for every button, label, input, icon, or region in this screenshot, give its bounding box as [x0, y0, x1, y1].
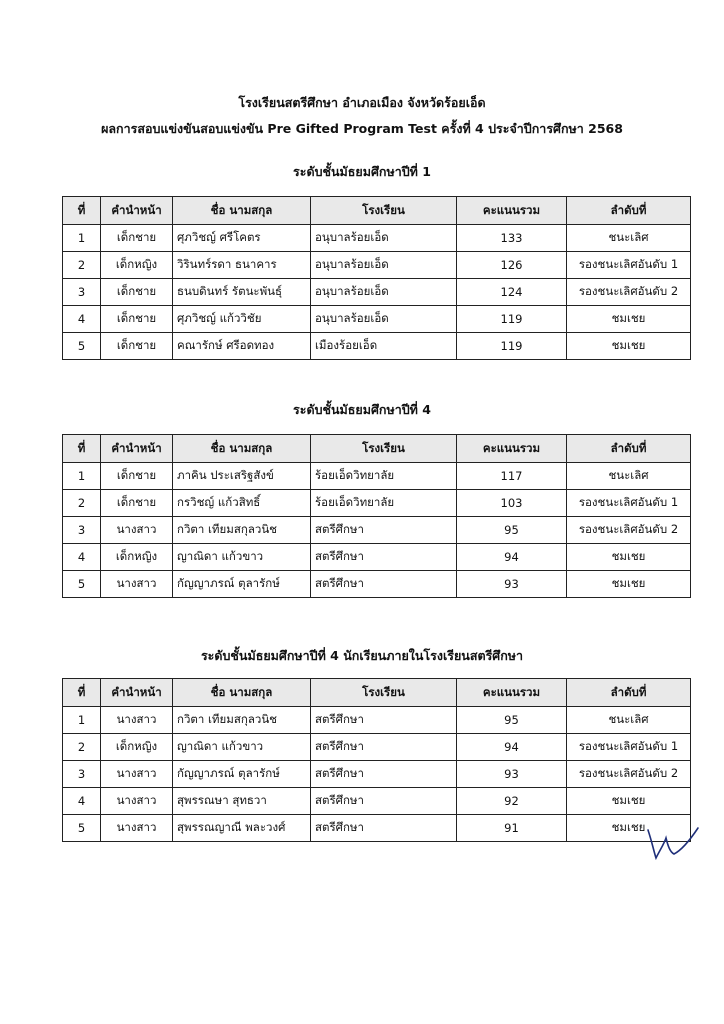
- cell-name: วิรินทร์รดา ธนาคาร: [173, 252, 311, 279]
- cell-placement: รองชนะเลิศอันดับ 2: [567, 517, 691, 544]
- cell-rank: 3: [63, 517, 101, 544]
- cell-placement: ชมเชย: [567, 333, 691, 360]
- table-row: [63, 815, 691, 842]
- column-header-prefix: คำนำหน้า: [101, 679, 173, 707]
- cell-rank: 2: [63, 734, 101, 761]
- cell-rank: 1: [63, 463, 101, 490]
- cell-rank: 3: [63, 279, 101, 306]
- cell-placement: รองชนะเลิศอันดับ 2: [567, 279, 691, 306]
- cell-name: กรวิชญ์ แก้วสิทธิ์: [173, 490, 311, 517]
- table-row: [63, 571, 691, 598]
- table-row: [63, 306, 691, 333]
- cell-school: สตรีศึกษา: [311, 761, 457, 788]
- cell-prefix: เด็กชาย: [101, 279, 173, 306]
- cell-school: สตรีศึกษา: [311, 517, 457, 544]
- column-header-name: ชื่อ นามสกุล: [173, 197, 311, 225]
- cell-name: สุพรรณษา สุทธวา: [173, 788, 311, 815]
- column-header-name: ชื่อ นามสกุล: [173, 679, 311, 707]
- cell-school: สตรีศึกษา: [311, 544, 457, 571]
- cell-school: อนุบาลร้อยเอ็ด: [311, 279, 457, 306]
- cell-school: อนุบาลร้อยเอ็ด: [311, 225, 457, 252]
- cell-rank: 1: [63, 707, 101, 734]
- cell-rank: 1: [63, 225, 101, 252]
- cell-score: 117: [457, 463, 567, 490]
- cell-prefix: เด็กชาย: [101, 333, 173, 360]
- table-row: [63, 761, 691, 788]
- column-header-name: ชื่อ นามสกุล: [173, 435, 311, 463]
- cell-school: ร้อยเอ็ดวิทยาลัย: [311, 490, 457, 517]
- cell-school: สตรีศึกษา: [311, 571, 457, 598]
- cell-placement: ชนะเลิศ: [567, 707, 691, 734]
- cell-prefix: เด็กชาย: [101, 490, 173, 517]
- column-header-prefix: คำนำหน้า: [101, 197, 173, 225]
- cell-score: 92: [457, 788, 567, 815]
- table-row: [63, 225, 691, 252]
- table-row: [63, 279, 691, 306]
- column-header-score: คะแนนรวม: [457, 679, 567, 707]
- cell-name: กัญญาภรณ์ ตุลารักษ์: [173, 571, 311, 598]
- cell-prefix: นางสาว: [101, 571, 173, 598]
- cell-prefix: นางสาว: [101, 707, 173, 734]
- results-table: [62, 196, 691, 360]
- cell-school: อนุบาลร้อยเอ็ด: [311, 306, 457, 333]
- cell-prefix: นางสาว: [101, 517, 173, 544]
- cell-placement: ชมเชย: [567, 788, 691, 815]
- cell-score: 119: [457, 306, 567, 333]
- cell-name: คณารักษ์ ศรีอดทอง: [173, 333, 311, 360]
- cell-placement: ชมเชย: [567, 306, 691, 333]
- cell-name: ศุภวิชญ์ ศรีโคตร: [173, 225, 311, 252]
- cell-school: สตรีศึกษา: [311, 734, 457, 761]
- column-header-score: คะแนนรวม: [457, 435, 567, 463]
- cell-score: 124: [457, 279, 567, 306]
- column-header-school: โรงเรียน: [311, 679, 457, 707]
- column-header-school: โรงเรียน: [311, 435, 457, 463]
- column-header-placement: ลำดับที่: [567, 679, 691, 707]
- table-row: [63, 734, 691, 761]
- cell-score: 103: [457, 490, 567, 517]
- column-header-school: โรงเรียน: [311, 197, 457, 225]
- cell-placement: ชมเชย: [567, 571, 691, 598]
- cell-score: 126: [457, 252, 567, 279]
- results-table: [62, 434, 691, 598]
- cell-prefix: เด็กชาย: [101, 225, 173, 252]
- cell-rank: 2: [63, 490, 101, 517]
- column-header-score: คะแนนรวม: [457, 197, 567, 225]
- cell-rank: 5: [63, 815, 101, 842]
- section-title: ระดับชั้นมัธยมศึกษาปีที่ 4: [293, 402, 431, 417]
- table-row: [63, 544, 691, 571]
- cell-rank: 4: [63, 788, 101, 815]
- cell-placement: รองชนะเลิศอันดับ 1: [567, 490, 691, 517]
- column-header-rank: ที่: [63, 197, 101, 225]
- table-row: [63, 463, 691, 490]
- table-header-row: [63, 435, 691, 463]
- cell-name: สุพรรณญาณี พละวงศ์: [173, 815, 311, 842]
- table-row: [63, 333, 691, 360]
- table-row: [63, 490, 691, 517]
- cell-prefix: นางสาว: [101, 788, 173, 815]
- school-title: โรงเรียนสตรีศึกษา อำเภอเมือง จังหวัดร้อยเอ็ด: [238, 95, 486, 110]
- cell-name: ภาคิน ประเสริฐสังข์: [173, 463, 311, 490]
- cell-prefix: เด็กชาย: [101, 463, 173, 490]
- cell-rank: 4: [63, 306, 101, 333]
- cell-name: ญาณิดา แก้วขาว: [173, 734, 311, 761]
- cell-prefix: เด็กหญิง: [101, 544, 173, 571]
- cell-name: กวิตา เทียมสกุลวนิช: [173, 517, 311, 544]
- cell-name: ธนบดินทร์ รัตนะพันธุ์: [173, 279, 311, 306]
- cell-score: 93: [457, 571, 567, 598]
- table-row: [63, 707, 691, 734]
- cell-prefix: นางสาว: [101, 761, 173, 788]
- cell-score: 91: [457, 815, 567, 842]
- cell-placement: ชนะเลิศ: [567, 463, 691, 490]
- cell-score: 95: [457, 517, 567, 544]
- table-header-row: [63, 197, 691, 225]
- column-header-placement: ลำดับที่: [567, 197, 691, 225]
- signature-mark: [640, 820, 700, 870]
- cell-placement: รองชนะเลิศอันดับ 1: [567, 734, 691, 761]
- cell-rank: 5: [63, 333, 101, 360]
- column-header-rank: ที่: [63, 679, 101, 707]
- cell-prefix: เด็กหญิง: [101, 734, 173, 761]
- cell-placement: ชมเชย: [567, 544, 691, 571]
- table-header-row: [63, 679, 691, 707]
- column-header-prefix: คำนำหน้า: [101, 435, 173, 463]
- cell-name: ญาณิดา แก้วขาว: [173, 544, 311, 571]
- cell-school: สตรีศึกษา: [311, 788, 457, 815]
- cell-placement: รองชนะเลิศอันดับ 1: [567, 252, 691, 279]
- cell-score: 94: [457, 734, 567, 761]
- results-table: [62, 678, 691, 842]
- cell-school: สตรีศึกษา: [311, 707, 457, 734]
- cell-prefix: เด็กหญิง: [101, 252, 173, 279]
- cell-rank: 5: [63, 571, 101, 598]
- cell-prefix: นางสาว: [101, 815, 173, 842]
- cell-placement: ชมเชย: [567, 815, 691, 842]
- cell-placement: รองชนะเลิศอันดับ 2: [567, 761, 691, 788]
- cell-score: 93: [457, 761, 567, 788]
- column-header-rank: ที่: [63, 435, 101, 463]
- table-row: [63, 788, 691, 815]
- section-title: ระดับชั้นมัธยมศึกษาปีที่ 1: [293, 164, 431, 179]
- cell-rank: 3: [63, 761, 101, 788]
- cell-name: ศุภวิชญ์ แก้ววิชัย: [173, 306, 311, 333]
- exam-title: ผลการสอบแข่งขันสอบแข่งขัน Pre Gifted Program Test ครั้งที่ 4 ประจำปีการศึกษา 2568: [101, 121, 623, 136]
- cell-school: อนุบาลร้อยเอ็ด: [311, 252, 457, 279]
- cell-prefix: เด็กชาย: [101, 306, 173, 333]
- document-header: [0, 90, 724, 142]
- cell-score: 119: [457, 333, 567, 360]
- cell-rank: 4: [63, 544, 101, 571]
- cell-placement: ชนะเลิศ: [567, 225, 691, 252]
- section-title: ระดับชั้นมัธยมศึกษาปีที่ 4 นักเรียนภายในโรงเรียนสตรีศึกษา: [200, 648, 524, 663]
- cell-school: สตรีศึกษา: [311, 815, 457, 842]
- cell-name: กวิตา เทียมสกุลวนิช: [173, 707, 311, 734]
- cell-rank: 2: [63, 252, 101, 279]
- column-header-placement: ลำดับที่: [567, 435, 691, 463]
- cell-school: เมืองร้อยเอ็ด: [311, 333, 457, 360]
- cell-score: 133: [457, 225, 567, 252]
- table-row: [63, 252, 691, 279]
- cell-score: 95: [457, 707, 567, 734]
- cell-school: ร้อยเอ็ดวิทยาลัย: [311, 463, 457, 490]
- cell-name: กัญญาภรณ์ ตุลารักษ์: [173, 761, 311, 788]
- table-row: [63, 517, 691, 544]
- cell-score: 94: [457, 544, 567, 571]
